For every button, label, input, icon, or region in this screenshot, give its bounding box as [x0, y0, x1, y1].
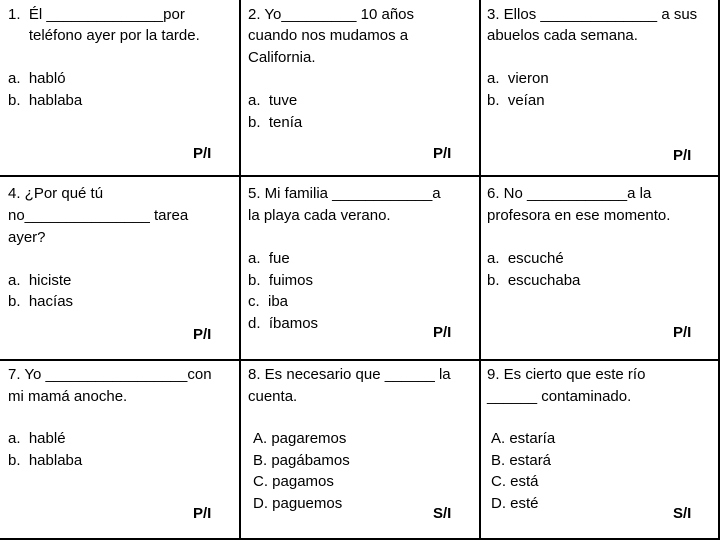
question-card: [0, 177, 240, 359]
question-card: [240, 177, 480, 359]
grid-divider: [239, 0, 241, 540]
question-card: [480, 177, 720, 359]
answer-option[interactable]: b. hablaba: [8, 92, 83, 109]
question-line: 7. Yo _________________con: [8, 366, 212, 383]
question-card: [0, 361, 240, 540]
question-card: [240, 0, 480, 175]
tense-tag: P/I: [673, 147, 692, 164]
answer-option[interactable]: a. hablé: [8, 430, 66, 447]
question-line: California.: [248, 49, 316, 66]
tense-tag: P/I: [433, 324, 452, 341]
answer-option[interactable]: b. tenía: [248, 114, 303, 131]
question-line: 9. Es cierto que este río: [487, 366, 646, 383]
tense-tag: S/I: [673, 505, 692, 522]
tense-tag: P/I: [193, 145, 212, 162]
grid-divider: [0, 175, 720, 177]
question-line: 4. ¿Por qué tú: [8, 185, 104, 202]
answer-option[interactable]: a. vieron: [487, 70, 549, 87]
question-line: la playa cada verano.: [248, 207, 391, 224]
answer-option[interactable]: C. está: [491, 473, 539, 490]
tense-tag: P/I: [193, 505, 212, 522]
answer-option[interactable]: a. fue: [248, 250, 290, 267]
question-line: 6. No ____________a la: [487, 185, 652, 202]
question-line: 2. Yo_________ 10 años: [248, 6, 415, 23]
question-line: ayer?: [8, 229, 46, 246]
answer-option[interactable]: b. hacías: [8, 293, 74, 310]
grid-divider: [479, 0, 481, 540]
answer-option[interactable]: B. estará: [491, 452, 552, 469]
answer-option[interactable]: b. veían: [487, 92, 545, 109]
tense-tag: P/I: [673, 324, 692, 341]
answer-option[interactable]: a. escuché: [487, 250, 564, 267]
question-line: abuelos cada semana.: [487, 27, 638, 44]
question-line: mi mamá anoche.: [8, 388, 128, 405]
question-line: 3. Ellos ______________ a sus: [487, 6, 698, 23]
tense-tag: P/I: [193, 326, 212, 343]
tense-tag: P/I: [433, 145, 452, 162]
answer-option[interactable]: a. habló: [8, 70, 66, 87]
question-line: cuenta.: [248, 388, 298, 405]
answer-option[interactable]: D. esté: [491, 495, 539, 512]
answer-option[interactable]: B. pagábamos: [253, 452, 350, 469]
question-line: teléfono ayer por la tarde.: [8, 27, 200, 44]
answer-option[interactable]: b. fuimos: [248, 272, 314, 289]
question-line: ______ contaminado.: [487, 388, 632, 405]
answer-option[interactable]: A. pagaremos: [253, 430, 347, 447]
question-card: [240, 361, 480, 540]
grid-divider: [0, 359, 720, 361]
tense-tag: S/I: [433, 505, 452, 522]
answer-option[interactable]: a. hiciste: [8, 272, 72, 289]
question-line: profesora en ese momento.: [487, 207, 671, 224]
answer-option[interactable]: d. íbamos: [248, 315, 319, 332]
question-line: no_______________ tarea: [8, 207, 189, 224]
answer-option[interactable]: a. tuve: [248, 92, 298, 109]
answer-option[interactable]: c. iba: [248, 293, 289, 310]
question-line: 5. Mi familia ____________a: [248, 185, 441, 202]
question-line: 1. Él ______________por: [8, 6, 185, 23]
question-card: [0, 0, 240, 175]
question-line: 8. Es necesario que ______ la: [248, 366, 451, 383]
answer-option[interactable]: A. estaría: [491, 430, 556, 447]
question-card: [480, 361, 720, 540]
answer-option[interactable]: C. pagamos: [253, 473, 334, 490]
answer-option[interactable]: b. escuchaba: [487, 272, 581, 289]
answer-option[interactable]: b. hablaba: [8, 452, 83, 469]
question-card: [480, 0, 720, 175]
question-line: cuando nos mudamos a: [248, 27, 409, 44]
answer-option[interactable]: D. paguemos: [253, 495, 343, 512]
